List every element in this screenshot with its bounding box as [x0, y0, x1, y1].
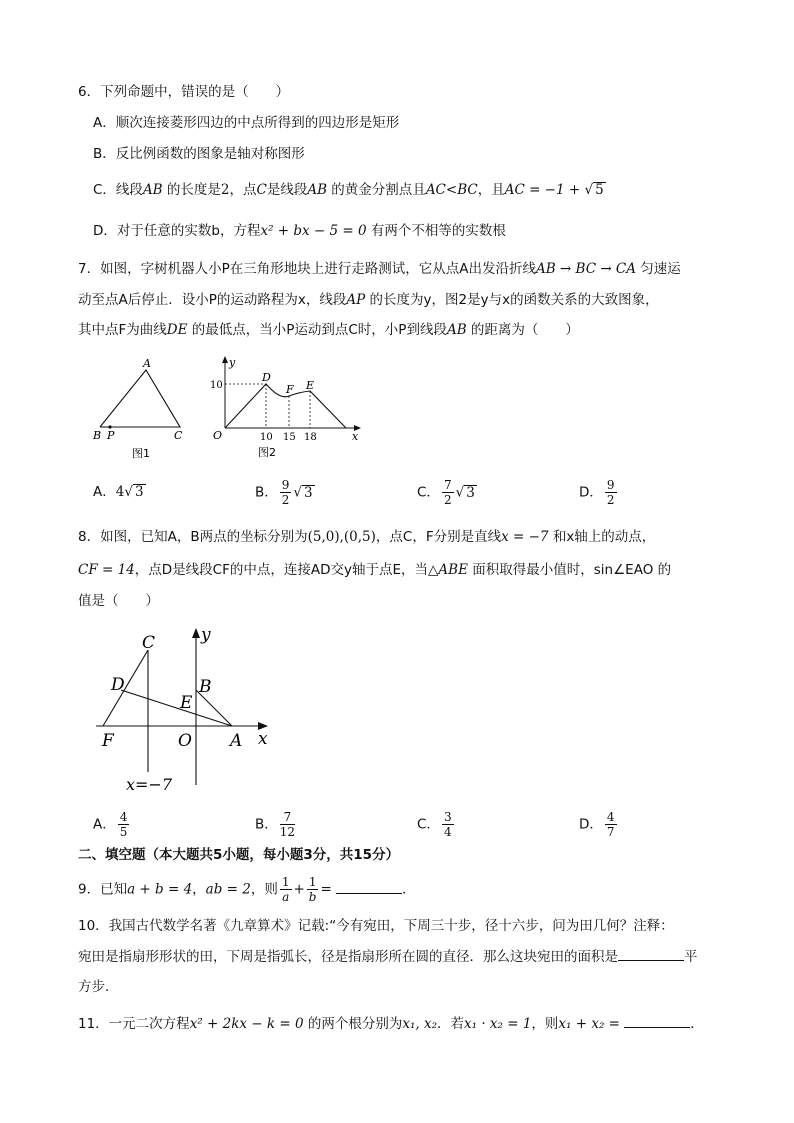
- label-c: C: [174, 429, 183, 442]
- q7-line-3: 其中点F为曲线DE 的最低点，当小P运动到点C时，小P到线段AB 的距离为（ ）: [78, 322, 579, 338]
- fraction: $\frac{1}{b}$: [308, 875, 317, 904]
- q8-line-3: 值是（ ）: [78, 593, 159, 609]
- q9: 9．已知a + b = 4，ab = 2，则 $\frac{1}{a}$ + $\frac{1}{b}$ = ．: [78, 875, 416, 904]
- q6-option-b: B．反比例函数的图象是轴对称图形: [93, 146, 305, 162]
- label-d: D: [262, 371, 271, 384]
- fraction: $\frac{9}{2}$: [606, 478, 615, 507]
- answer-blank[interactable]: [624, 1013, 690, 1028]
- fraction: $\frac{4}{7}$: [606, 810, 615, 839]
- fraction: $\frac{7}{2}$: [443, 478, 452, 507]
- q7-option-d: D． $\frac{9}{2}$: [579, 478, 615, 507]
- q6-option-a: A．顺次连接菱形四边的中点所得到的四边形是矩形: [93, 115, 400, 131]
- q6-stem: 6．下列命题中，错误的是（ ）: [78, 84, 290, 100]
- label-b: B: [93, 429, 102, 442]
- label-e: E: [306, 379, 315, 392]
- q7-line-2: 动至点A后停止．设小P的运动路程为x，线段AP 的长度为y，图2是y与x的函数关系的大致图象，: [78, 292, 659, 308]
- label-y: y: [201, 625, 211, 645]
- fraction: $\frac{9}{2}$: [281, 478, 290, 507]
- q8-figure: [88, 622, 288, 797]
- label-a: A: [143, 357, 151, 370]
- tick-15: 15: [283, 432, 296, 443]
- label-c: C: [142, 633, 156, 653]
- fraction: $\frac{4}{5}$: [119, 810, 128, 839]
- q7-figure-1: [88, 355, 198, 465]
- q6-option-c: C．线段AB 的长度是2，点C是线段AB 的黄金分割点且AC<BC，且AC = −1 + √ 5: [93, 182, 604, 198]
- q10-line-3: 方步．: [78, 979, 119, 995]
- answer-blank[interactable]: [336, 879, 402, 894]
- section-heading: 二、填空题（本大题共5小题，每小题3分，共15分）: [78, 847, 400, 863]
- q7-option-b: B． $\frac{9}{2}$ √ 3: [255, 478, 313, 507]
- label-o: O: [213, 429, 223, 442]
- label-d: D: [111, 675, 125, 695]
- label-x: x: [352, 430, 359, 443]
- q11: 11．一元二次方程x² + 2kx − k = 0 的两个根分别为x₁, x₂．若x₁ · x₂ = 1，则x₁ + x₂ = ．: [78, 1013, 704, 1034]
- q8-option-d: D． $\frac{4}{7}$: [579, 810, 615, 839]
- q7-option-a: A．4√ 3: [93, 484, 144, 500]
- label-y: y: [229, 356, 236, 369]
- label-a: A: [230, 731, 243, 751]
- fraction: $\frac{7}{12}$: [279, 810, 296, 839]
- segment-ad: [121, 690, 232, 726]
- label-b: B: [199, 677, 212, 697]
- label-o: O: [178, 731, 192, 751]
- fraction: $\frac{1}{a}$: [281, 875, 290, 904]
- q7-line-1: 7．如图，字树机器人小P在三角形地块上进行走路测试，它从点A出发沿折线AB → BC → CA 匀速运: [78, 261, 681, 277]
- q8-option-a: A． $\frac{4}{5}$: [93, 810, 128, 839]
- fraction: $\frac{3}{4}$: [443, 810, 452, 839]
- y-axis-arrow: [192, 628, 200, 638]
- label-e: E: [180, 693, 193, 713]
- q10-line-1: 10．我国古代数学名著《九章算术》记载:“今有宛田，下周三十步，径十六步，问为田几何？注释：: [78, 918, 674, 934]
- tick-18: 18: [304, 432, 317, 443]
- y-axis-arrow: [222, 356, 228, 363]
- tick-10: 10: [260, 432, 273, 443]
- q7-figure-2: [200, 352, 370, 464]
- q10-line-2: 宛田是指扇形形状的田，下周是指弧长，径是指扇形所在圆的直径．那么这块宛田的面积是 平: [78, 946, 698, 967]
- label-f: F: [102, 731, 114, 751]
- answer-blank[interactable]: [618, 946, 684, 961]
- fig2-caption: 图2: [258, 446, 276, 459]
- label-x: x: [258, 729, 268, 749]
- q8-option-c: C． $\frac{3}{4}$: [417, 810, 452, 839]
- label-p: P: [107, 429, 115, 442]
- q7-option-c: C． $\frac{7}{2}$ √ 3: [417, 478, 475, 507]
- label-f: F: [286, 383, 294, 396]
- q8-line-2: CF = 14，点D是线段CF的中点，连接AD交y轴于点E，当△ABE 面积取得最小值时，sin∠EAO 的: [78, 562, 672, 578]
- q8-line-1: 8．如图，已知A，B两点的坐标分别为(5,0),(0,5)，点C，F分别是直线x = −7 和x轴上的动点，: [78, 529, 656, 545]
- q6-option-d: D．对于任意的实数b，方程x² + bx − 5 = 0 有两个不相等的实数根: [93, 223, 506, 239]
- segment-cf: [103, 650, 148, 726]
- q8-option-b: B． $\frac{7}{12}$: [255, 810, 296, 839]
- triangle-abc: [100, 370, 180, 427]
- fig1-caption: 图1: [132, 447, 150, 460]
- label-line-eq: x=−7: [126, 775, 173, 794]
- label-10: 10: [210, 380, 223, 391]
